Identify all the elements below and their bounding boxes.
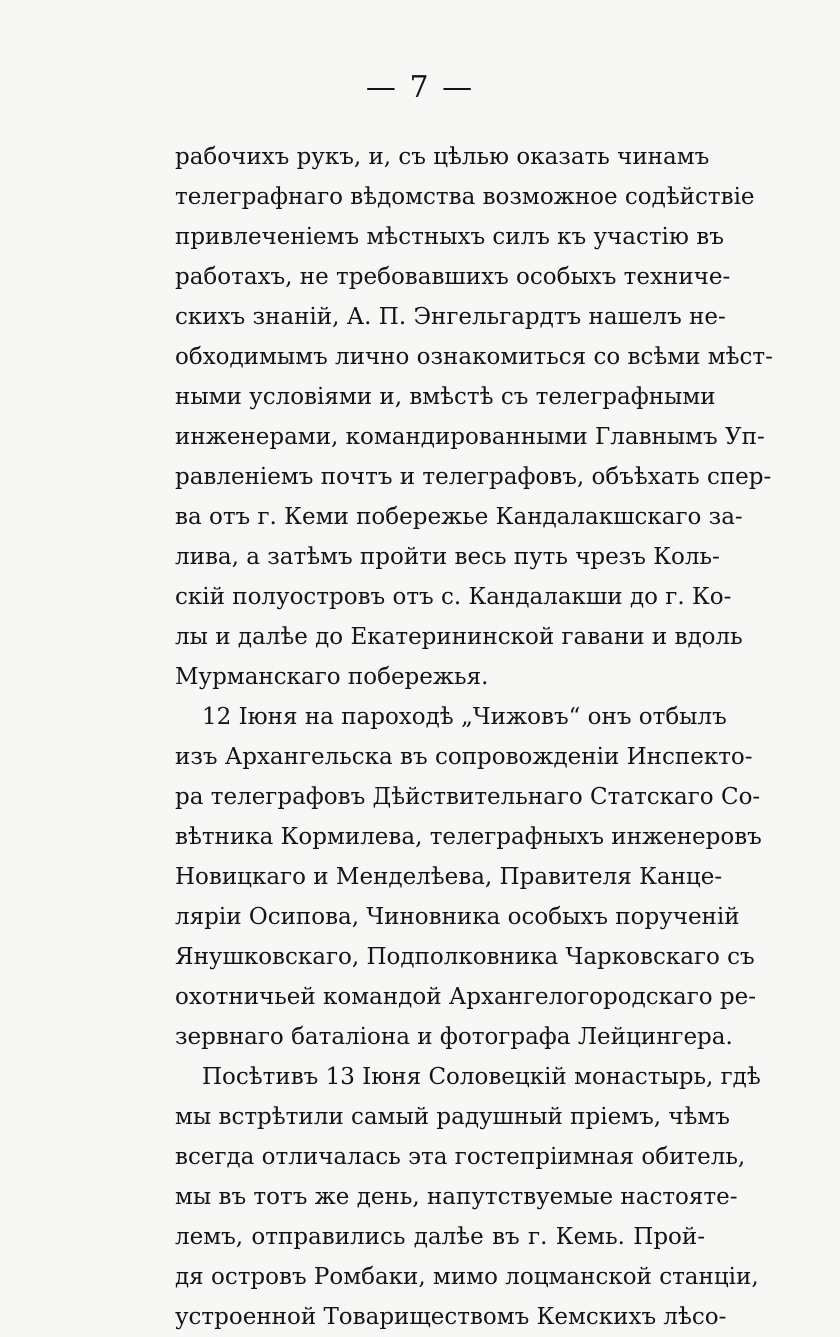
text-line: телеграфнаго вѣдомства возможное содѣйствіе (175, 184, 755, 210)
text-line: изъ Архангельска въ сопровожденіи Инспекто- (175, 744, 753, 770)
text-line: равленіемъ почтъ и телеграфовъ, объѣхать спер- (175, 464, 772, 490)
text-line: лы и далѣе до Екатерининской гавани и вдоль (175, 624, 743, 650)
text-line: инженерами, командированными Главнымъ Уп- (175, 424, 765, 450)
text-line: Янушковскаго, Подполковника Чарковскаго съ (175, 944, 755, 970)
text-line: обходимымъ лично ознакомиться со всѣми мѣст- (175, 344, 773, 370)
text-line: всегда отличалась эта гостепріимная обитель, (175, 1144, 746, 1170)
text-line: мы встрѣтили самый радушный пріемъ, чѣмъ (175, 1104, 730, 1130)
body-text (175, 137, 773, 1337)
text-line: привлеченіемъ мѣстныхъ силъ къ участію въ (175, 224, 724, 250)
text-line: скихъ знаній, А. П. Энгельгардтъ нашелъ не- (175, 304, 726, 330)
paragraph-1 (175, 137, 773, 697)
text-line: Новицкаго и Менделѣева, Правителя Канце- (175, 864, 723, 890)
text-line: лива, а затѣмъ пройти весь путь чрезъ Коль- (175, 544, 720, 570)
text-line: Посѣтивъ 13 Іюня Соловецкій монастырь, гдѣ (202, 1064, 761, 1090)
text-line: вѣтника Кормилева, телеграфныхъ инженеровъ (175, 824, 762, 850)
text-line: лемъ, отправились далѣе въ г. Кемь. Прой- (175, 1224, 705, 1250)
paragraph-3 (175, 1057, 761, 1337)
text-line: ными условіями и, вмѣстѣ съ телеграфными (175, 384, 716, 410)
text-line: 12 Іюня на пароходѣ „Чижовъ“ онъ отбылъ (202, 704, 727, 730)
text-line: дя островъ Ромбаки, мимо лоцманской станціи, (175, 1264, 759, 1290)
text-line: работахъ, не требовавшихъ особыхъ техниче- (175, 264, 731, 290)
page-number: — 7 — (365, 70, 475, 105)
text-line: охотничьей командой Архангелогородскаго ре- (175, 984, 757, 1010)
text-line: устроенной Товариществомъ Кемскихъ лѣсо- (175, 1304, 727, 1330)
text-line: ляріи Осипова, Чиновника особыхъ порученій (175, 904, 740, 930)
text-line: рабочихъ рукъ, и, съ цѣлью оказать чинамъ (175, 144, 710, 170)
text-line: Мурманскаго побережья. (175, 664, 489, 690)
text-line: скій полуостровъ отъ с. Кандалакши до г. Ко- (175, 584, 732, 610)
text-line: ра телеграфовъ Дѣйствительнаго Статскаго Со- (175, 784, 761, 810)
paragraph-2 (175, 697, 762, 1057)
text-line: мы въ тотъ же день, напутствуемые настояте- (175, 1184, 738, 1210)
text-line: ва отъ г. Кеми побережье Кандалакшскаго за- (175, 504, 743, 530)
text-line: зервнаго баталіона и фотографа Лейцингера. (175, 1024, 733, 1050)
